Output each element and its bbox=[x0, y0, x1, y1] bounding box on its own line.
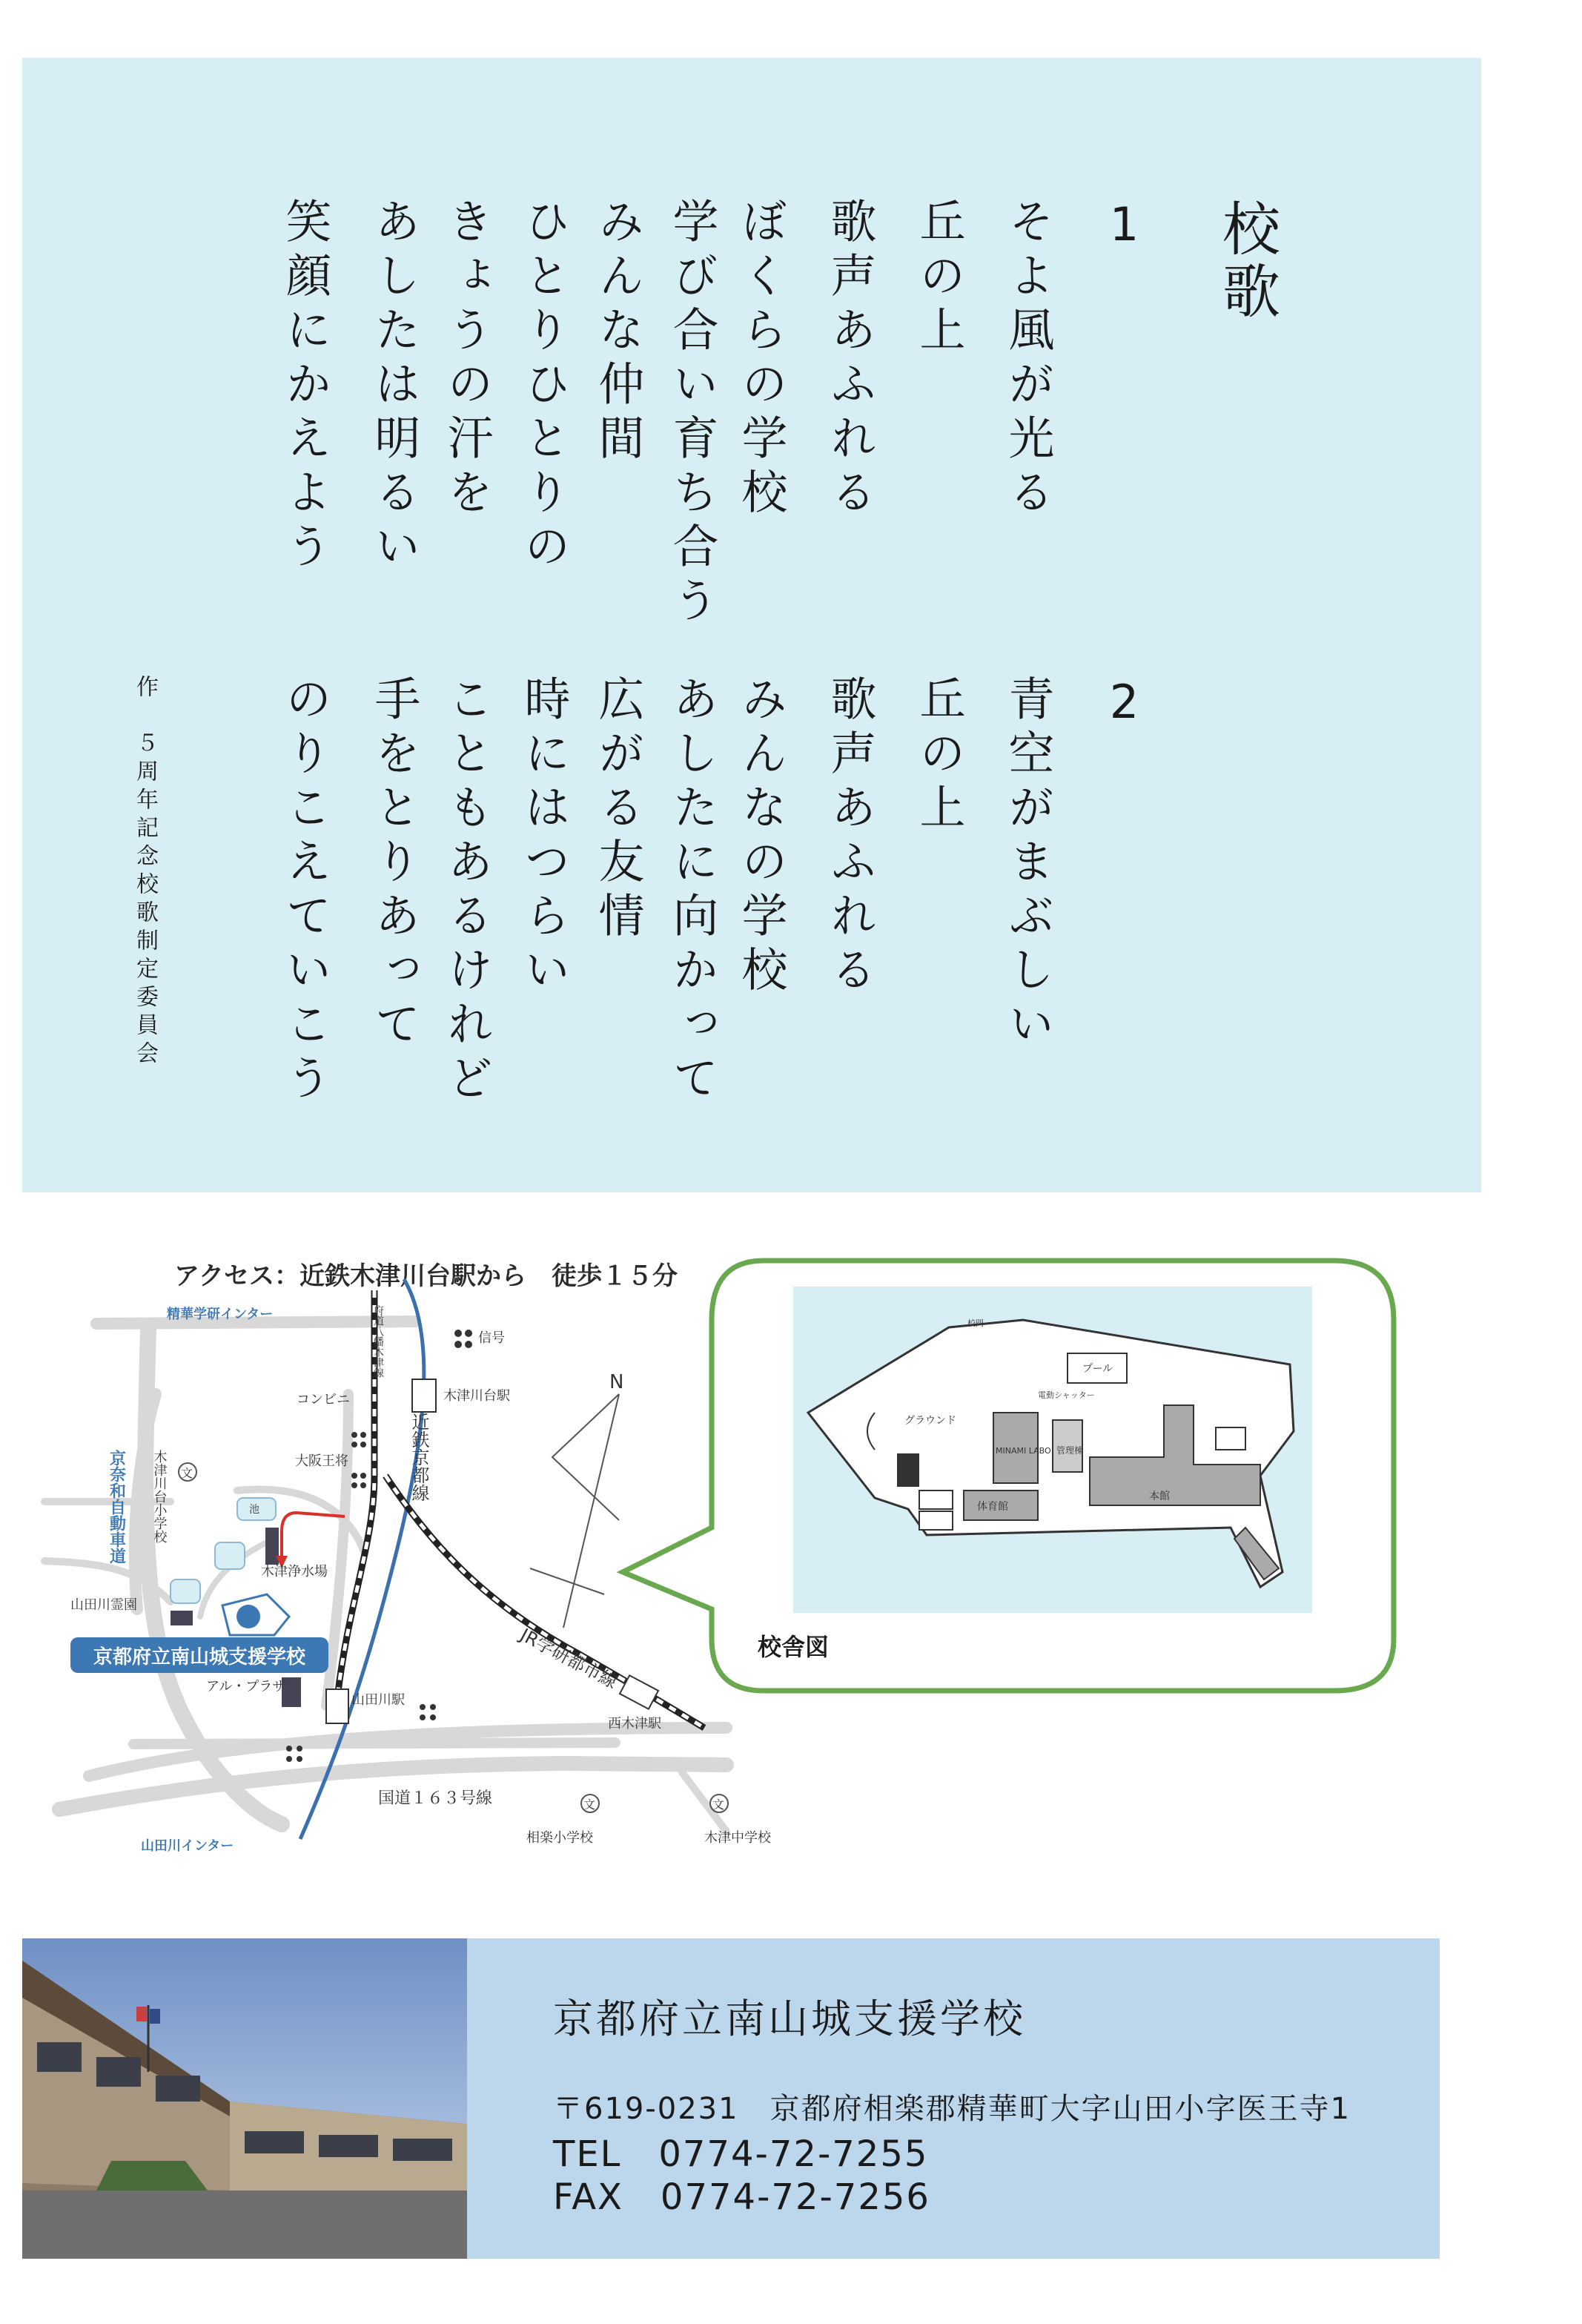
jr-line-label: JR学研都市線 bbox=[517, 1624, 621, 1693]
verse1-line: 笑顔にかえよう bbox=[278, 197, 332, 576]
school-symbol-3: 文 bbox=[712, 1798, 725, 1812]
school-info-footer bbox=[22, 1938, 1440, 2259]
verse2-number: 2 bbox=[1097, 675, 1151, 737]
school-building-photo bbox=[22, 1938, 467, 2259]
song-title: 校歌 bbox=[1213, 199, 1280, 323]
school-symbol-1: 文 bbox=[181, 1466, 193, 1480]
kintetsu-line-label: 近鉄京都線 bbox=[408, 1413, 429, 1502]
yamadagawa-ic-label: 山田川インター bbox=[141, 1838, 234, 1854]
floor-plan-label: 校舎図 bbox=[758, 1633, 830, 1661]
verse1-line: そよ風が光る bbox=[1001, 197, 1055, 522]
verse1-line: ぼくらの学校 bbox=[734, 197, 788, 522]
seika-ic-label: 精華学研インター bbox=[167, 1307, 274, 1322]
kizugawadai-elem-label: 木津川台小学校 bbox=[151, 1450, 168, 1543]
yamadagawa-station-label: 山田川駅 bbox=[351, 1692, 405, 1708]
floor-plan-callout bbox=[0, 1246, 1423, 1713]
verse2-line: 歌声あふれる bbox=[823, 675, 877, 1000]
route163-label: 国道１６３号線 bbox=[378, 1789, 493, 1808]
footer-school-name: 京都府立南山城支援学校 bbox=[553, 1995, 1026, 2042]
prefectural-road-label: 府道八幡木津線 bbox=[372, 1305, 384, 1378]
soraku-elem-label: 相楽小学校 bbox=[526, 1830, 593, 1846]
cemetery-label: 山田川霊園 bbox=[70, 1597, 137, 1613]
pond-label: 池 bbox=[249, 1504, 259, 1516]
shutter-label: 電動シャッター bbox=[1038, 1390, 1095, 1400]
school-song-panel bbox=[22, 58, 1481, 1192]
minami-labo-label: MINAMI LABO bbox=[996, 1446, 1051, 1456]
verse1-line: きょうの汗を bbox=[440, 197, 494, 522]
keina-expressway-label: 京奈和自動車道 bbox=[107, 1450, 126, 1564]
footer-address: 〒619-0231 京都府相楽郡精華町大字山田小字医王寺1 bbox=[553, 2092, 1351, 2126]
song-author: 作 ５周年記念校歌制定委員会 bbox=[132, 675, 158, 1069]
gym-label: 体育館 bbox=[977, 1501, 1008, 1513]
ground-label: グラウンド bbox=[904, 1415, 956, 1427]
verse2-line: 手をとりあって bbox=[367, 675, 421, 1054]
verse2-line: みんなの学校 bbox=[734, 675, 788, 1000]
verse1-line: 学び合い育ち合う bbox=[665, 197, 719, 630]
verse1-line: みんな仲間 bbox=[591, 197, 645, 468]
north-label: N bbox=[609, 1371, 624, 1393]
shingo-label: 信号 bbox=[478, 1330, 505, 1346]
main-label: 本館 bbox=[1149, 1491, 1170, 1502]
nishikizu-station-label: 西木津駅 bbox=[608, 1716, 661, 1732]
osaka-osho-label: 大阪王将 bbox=[295, 1453, 348, 1469]
verse2-line: 青空がまぶしい bbox=[1001, 675, 1055, 1054]
verse1-line: あしたは明るい bbox=[367, 197, 421, 576]
pool-label: プール bbox=[1082, 1363, 1113, 1375]
access-heading: アクセス：近鉄木津川台駅から 徒歩１５分 bbox=[174, 1261, 678, 1291]
verse1-line: 歌声あふれる bbox=[823, 197, 877, 522]
gate-label: 校門 bbox=[967, 1318, 984, 1328]
verse2-line: 時にはつらい bbox=[517, 675, 571, 1000]
water-plant-label: 木津浄水場 bbox=[261, 1564, 328, 1579]
school-symbol-2: 文 bbox=[583, 1798, 596, 1812]
school-location-tag: 京都府立南山城支援学校 bbox=[70, 1637, 328, 1673]
verse2-line: こともあるけれど bbox=[440, 675, 494, 1108]
kizugawadai-station-label: 木津川台駅 bbox=[443, 1388, 510, 1404]
footer-tel: TEL 0774-72-7255 bbox=[553, 2133, 929, 2175]
verse2-line: 広がる友情 bbox=[591, 675, 645, 945]
kizu-junior-label: 木津中学校 bbox=[704, 1830, 771, 1846]
verse2-line: のりこえていこう bbox=[278, 675, 332, 1108]
verse1-number: 1 bbox=[1097, 197, 1151, 260]
convenience-label: コンビニ bbox=[297, 1392, 350, 1407]
footer-fax: FAX 0774-72-7256 bbox=[553, 2176, 930, 2218]
verse2-line: 丘の上 bbox=[912, 675, 966, 837]
admin-label: 管理棟 bbox=[1056, 1445, 1084, 1456]
verse2-line: あしたに向かって bbox=[665, 675, 719, 1108]
verse1-line: ひとりひとりの bbox=[517, 197, 571, 576]
verse1-line: 丘の上 bbox=[912, 197, 966, 360]
al-plaza-label: アル・プラザ bbox=[206, 1679, 286, 1694]
